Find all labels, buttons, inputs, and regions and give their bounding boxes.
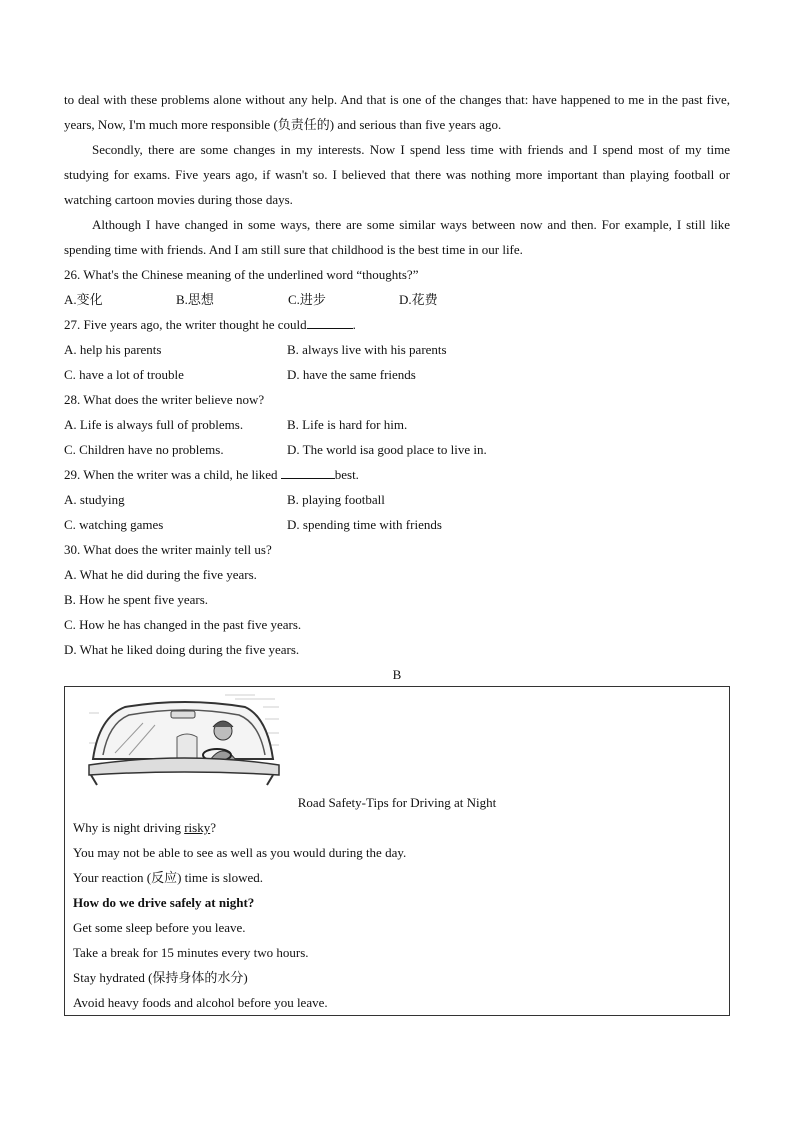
option-c[interactable]: C. How he has changed in the past five years. bbox=[64, 617, 302, 632]
answer-blank[interactable] bbox=[281, 465, 335, 479]
option-d[interactable]: D. have the same friends bbox=[287, 367, 416, 382]
question-28-stem: 28. What does the writer believe now? bbox=[64, 392, 265, 407]
notice-line-7: Stay hydrated (保持身体的水分) bbox=[73, 970, 248, 985]
notice-line-5: Get some sleep before you leave. bbox=[73, 920, 246, 935]
question-26-stem: 26. What's the Chinese meaning of the underlined word “thoughts?” bbox=[64, 267, 419, 282]
option-b[interactable]: B. Life is hard for him. bbox=[287, 417, 408, 432]
text: Why is night driving bbox=[73, 820, 185, 835]
option-d[interactable]: D. spending time with friends bbox=[287, 517, 442, 532]
stem-end: . bbox=[352, 317, 356, 332]
option-d[interactable]: D. The world isa good place to live in. bbox=[287, 442, 487, 457]
question-29-options-row-2 bbox=[64, 512, 730, 537]
question-26-options bbox=[64, 287, 730, 312]
notice-line-3: Your reaction (反应) time is slowed. bbox=[73, 870, 264, 885]
option-c[interactable]: C. have a lot of trouble bbox=[64, 367, 184, 382]
question-27-options-row-2 bbox=[64, 362, 730, 387]
option-a[interactable]: A. What he did during the five years. bbox=[64, 567, 257, 582]
option-d[interactable]: D. What he liked doing during the five years. bbox=[64, 642, 300, 657]
passage-paragraph-3: Although I have changed in some ways, there are some similar ways between now and then. For example, I still like spending time with friends. And I am still sure that childhood is the best time in our life. bbox=[64, 217, 730, 257]
notice-lines bbox=[73, 815, 406, 1015]
notice-question-2: How do we drive safely at night? bbox=[73, 895, 255, 910]
question-27-options-row-1 bbox=[64, 337, 730, 362]
notice-line-2: You may not be able to see as well as you would during the day. bbox=[73, 845, 407, 860]
question-28-options-row-1 bbox=[64, 412, 730, 437]
option-c[interactable]: C. Children have no problems. bbox=[64, 442, 224, 457]
notice-line-6: Take a break for 15 minutes every two hours. bbox=[73, 945, 309, 960]
option-a[interactable]: A. help his parents bbox=[64, 342, 162, 357]
option-a[interactable]: A.变化 bbox=[64, 292, 103, 307]
question-29-options-row-1 bbox=[64, 487, 730, 512]
notice-title: Road Safety-Tips for Driving at Night bbox=[297, 795, 497, 810]
stem-end: best. bbox=[334, 467, 359, 482]
option-c[interactable]: C. watching games bbox=[64, 517, 164, 532]
notice-line-8: Avoid heavy foods and alcohol before you leave. bbox=[73, 995, 328, 1010]
text-end: ? bbox=[210, 820, 216, 835]
option-b[interactable]: B. How he spent five years. bbox=[64, 592, 209, 607]
notice-question-1 bbox=[73, 815, 406, 840]
option-b[interactable]: B. playing football bbox=[287, 492, 385, 507]
reading-page bbox=[64, 87, 730, 687]
option-b[interactable]: B. always live with his parents bbox=[287, 342, 447, 357]
passage-paragraph-2: Secondly, there are some changes in my interests. Now I spend less time with friends and I spend most of my time studying for exams. Five years ago, if wasn't so. I believed that there was nothing more important than playing football or watching cartoon movies during those days. bbox=[64, 142, 730, 207]
section-b-label: B bbox=[392, 667, 402, 682]
road-safety-notice-box bbox=[64, 686, 730, 1016]
option-c[interactable]: C.进步 bbox=[288, 292, 326, 307]
question-27-stem bbox=[64, 312, 730, 337]
passage-paragraph-1: to deal with these problems alone without any help. And that is one of the changes that: have happened to me in the past five, years, Now, I'm much more responsible (负责任的) and serious than five years ago. bbox=[64, 92, 730, 132]
car-driver-illustration bbox=[85, 689, 285, 789]
underlined-word-risky: risky bbox=[184, 820, 211, 835]
answer-blank[interactable] bbox=[307, 315, 353, 329]
question-30-stem: 30. What does the writer mainly tell us? bbox=[64, 542, 272, 557]
question-28-options-row-2 bbox=[64, 437, 730, 462]
option-a[interactable]: A. Life is always full of problems. bbox=[64, 417, 244, 432]
option-b[interactable]: B.思想 bbox=[176, 292, 214, 307]
stem-text: 29. When the writer was a child, he liked bbox=[64, 467, 278, 482]
question-29-stem bbox=[64, 462, 730, 487]
option-d[interactable]: D.花费 bbox=[399, 292, 438, 307]
stem-text: 27. Five years ago, the writer thought he could bbox=[64, 317, 307, 332]
option-a[interactable]: A. studying bbox=[64, 492, 125, 507]
